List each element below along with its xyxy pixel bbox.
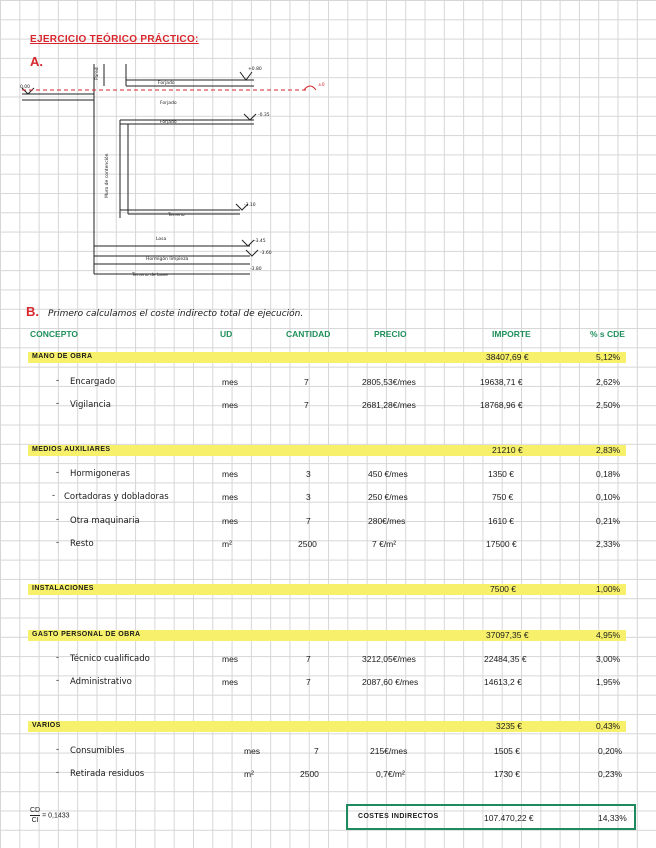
item-importe: 17500 € <box>486 539 517 549</box>
category-name: MEDIOS AUXILIARES <box>32 446 111 453</box>
level-top-right: +0.80 <box>248 67 262 72</box>
item-importe: 1730 € <box>494 769 520 779</box>
category-importe: 7500 € <box>490 584 516 594</box>
section-b-label: B. <box>26 304 39 319</box>
level-forjado-2: -0.35 <box>258 113 270 118</box>
item-cantidad: 7 <box>306 654 311 664</box>
item-ud: mes <box>222 654 239 664</box>
category-pct: 2,83% <box>596 445 621 455</box>
category-highlight <box>28 445 626 456</box>
item-cantidad: 7 <box>314 746 319 756</box>
category-highlight <box>28 721 626 732</box>
item-concepto: Consumibles <box>70 746 125 756</box>
item-precio: 2805,53€/mes <box>362 377 416 387</box>
item-cantidad: 7 <box>306 516 311 526</box>
category-pct: 5,12% <box>596 352 621 362</box>
item-cantidad: 7 <box>306 677 311 687</box>
category-importe: 3235 € <box>496 721 522 731</box>
diagram-label-forjado-top: Forjado <box>158 81 175 86</box>
diagram-label-pared: Pared <box>95 67 100 80</box>
item-pct: 3,00% <box>596 654 621 664</box>
item-pct: 0,21% <box>596 516 621 526</box>
item-pct: 2,33% <box>596 539 621 549</box>
item-cantidad: 3 <box>306 469 311 479</box>
diagram-label-losa: Losa <box>156 237 167 242</box>
category-name: INSTALACIONES <box>32 585 94 592</box>
ratio-formula <box>30 806 70 825</box>
header-importe: IMPORTE <box>492 329 531 339</box>
item-cantidad: 2500 <box>300 769 319 779</box>
category-importe: 38407,69 € <box>486 352 529 362</box>
category-highlight <box>28 584 626 595</box>
item-importe: 18768,96 € <box>480 400 523 410</box>
item-concepto: Hormigoneras <box>70 469 130 479</box>
total-box <box>346 804 636 830</box>
diagram-label-terreno-base: Terreno de base <box>132 273 168 278</box>
diagram-label-muro: Muro de contención <box>105 153 110 198</box>
item-concepto: Otra maquinaria <box>70 516 140 526</box>
item-precio: 250 €/mes <box>368 492 408 502</box>
section-a-label: A. <box>30 54 43 69</box>
item-importe: 14613,2 € <box>484 677 522 687</box>
diagram-label-forjado-mid: Forjado <box>160 101 177 106</box>
header-ud: UD <box>220 329 233 339</box>
item-precio: 0,7€/m² <box>376 769 405 779</box>
item-pct: 1,95% <box>596 677 621 687</box>
level-losa-2: -3.60 <box>260 251 272 256</box>
category-name: MANO DE OBRA <box>32 353 93 360</box>
item-precio: 7 €/m² <box>372 539 397 549</box>
header-precio: PRECIO <box>374 329 407 339</box>
category-importe: 37097,35 € <box>486 630 529 640</box>
item-concepto: Administrativo <box>70 677 132 687</box>
item-concepto: Vigilancia <box>70 400 111 410</box>
ratio-value: = 0,1433 <box>42 812 70 820</box>
item-importe: 1505 € <box>494 746 520 756</box>
page-title: EJERCICIO TEÓRICO PRÁCTICO: <box>30 34 199 45</box>
item-pct: 0,23% <box>598 769 623 779</box>
item-precio: 2681,28€/mes <box>362 400 416 410</box>
item-importe: 19638,71 € <box>480 377 523 387</box>
item-concepto: Resto <box>70 539 94 549</box>
level-losa-1: -3.45 <box>254 239 266 244</box>
header-pct: % s CDE <box>590 329 625 339</box>
level-terreno: -3.10 <box>244 203 256 208</box>
item-cantidad: 3 <box>306 492 311 502</box>
item-pct: 0,10% <box>596 492 621 502</box>
level-marker-icon <box>242 240 254 246</box>
level-base: -3.80 <box>250 267 262 272</box>
item-importe: 22484,35 € <box>484 654 527 664</box>
item-ud: mes <box>222 492 239 502</box>
ratio-numerator: CD <box>30 807 41 814</box>
item-pct: 0,20% <box>598 746 623 756</box>
item-cantidad: 2500 <box>298 539 317 549</box>
item-pct: 2,50% <box>596 400 621 410</box>
level-marker-icon <box>244 114 256 120</box>
item-precio: 450 €/mes <box>368 469 408 479</box>
diagram-label-terreno: Terreno <box>168 213 185 218</box>
ratio-denominator: CI <box>31 817 39 824</box>
category-pct: 4,95% <box>596 630 621 640</box>
total-pct: 14,33% <box>598 813 627 823</box>
total-label: COSTES INDIRECTOS <box>358 813 439 820</box>
item-precio: 3212,05€/mes <box>362 654 416 664</box>
category-pct: 0,43% <box>596 721 621 731</box>
item-cantidad: 7 <box>304 400 309 410</box>
item-precio: 2087,60 €/mes <box>362 677 419 687</box>
item-pct: 2,62% <box>596 377 621 387</box>
header-cantidad: CANTIDAD <box>286 329 331 339</box>
item-concepto: Cortadoras y dobladoras <box>64 492 169 502</box>
item-ud: m² <box>244 769 254 779</box>
item-importe: 750 € <box>492 492 514 502</box>
level-marker-icon <box>240 72 252 80</box>
item-ud: mes <box>222 469 239 479</box>
diagram-label-hormigon: Hormigón limpieza <box>146 257 189 262</box>
total-value: 107.470,22 € <box>484 813 534 823</box>
item-cantidad: 7 <box>304 377 309 387</box>
item-ud: mes <box>222 677 239 687</box>
item-importe: 1610 € <box>488 516 514 526</box>
item-precio: 280€/mes <box>368 516 406 526</box>
item-concepto: Retirada residuos <box>70 769 145 779</box>
item-concepto: Encargado <box>70 377 116 387</box>
section-diagram <box>18 58 325 290</box>
item-ud: mes <box>222 377 239 387</box>
level-red: ±0 <box>318 83 325 88</box>
item-ud: mes <box>222 400 239 410</box>
intro-text: Primero calculamos el coste indirecto total de ejecución. <box>48 309 304 319</box>
category-highlight <box>28 352 626 363</box>
category-importe: 21210 € <box>492 445 523 455</box>
header-concepto: CONCEPTO <box>30 329 79 339</box>
category-pct: 1,00% <box>596 584 621 594</box>
red-level-marker-icon <box>304 86 316 90</box>
item-ud: m² <box>222 539 232 549</box>
category-name: GASTO PERSONAL DE OBRA <box>32 631 141 638</box>
item-importe: 1350 € <box>488 469 514 479</box>
item-precio: 215€/mes <box>370 746 408 756</box>
level-left: 0.00 <box>20 85 31 90</box>
category-name: VARIOS <box>32 722 61 729</box>
item-ud: mes <box>244 746 261 756</box>
item-concepto: Técnico cualificado <box>70 654 150 664</box>
item-ud: mes <box>222 516 239 526</box>
level-marker-icon <box>246 250 258 256</box>
diagram-label-forjado-low: Forjado <box>160 120 177 125</box>
item-pct: 0,18% <box>596 469 621 479</box>
